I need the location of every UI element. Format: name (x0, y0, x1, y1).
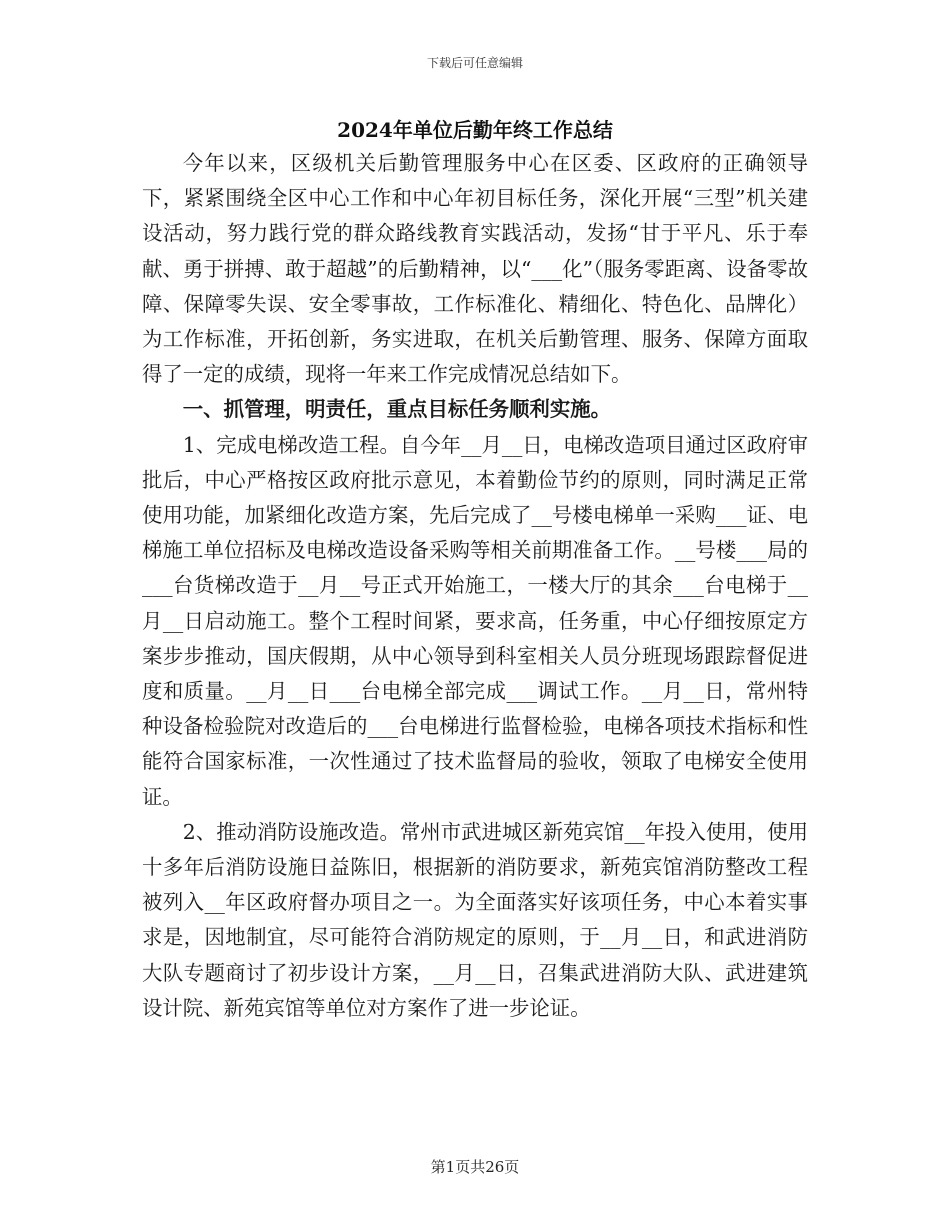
fire-facility-paragraph: 2、推动消防设施改造。常州市武进城区新苑宾馆__年投入使用，使用十多年后消防设施日益陈旧，根据新的消防要求，新苑宾馆消防整改工程被列入__年区政府督办项目之一。为全面落实好该项任务，中心本着实事求是，因地制宜，尽可能符合消防规定的原则，于__月__日，和武进消防大队专题商讨了初步设计方案，__月__日，召集武进消防大队、武进建筑设计院、新苑宾馆等单位对方案作了进一步论证。 (142, 819, 808, 1020)
document-title: 2024年单位后勤年终工作总结 (337, 118, 613, 142)
elevator-paragraph: 1、完成电梯改造工程。自今年__月__日，电梯改造项目通过区政府审批后，中心严格按区政府批示意见，本着勤俭节约的原则，同时满足正常使用功能，加紧细化改造方案，先后完成了__号楼电梯单一采购___证、电梯施工单位招标及电梯改造设备采购等相关前期准备工作。__号楼___局的___台货梯改造于__月__号正式开始施工，一楼大厅的其余___台电梯于__月__日启动施工。整个工程时间紧，要求高，任务重，中心仔细按原定方案步步推动，国庆假期，从中心领导到科室相关人员分班现场跟踪督促进度和质量。__月__日___台电梯全部完成___调试工作。__月__日，常州特种设备检验院对改造后的___台电梯进行监督检验，电梯各项技术指标和性能符合国家标准，一次性通过了技术监督局的验收，领取了电梯安全使用证。 (142, 432, 808, 809)
page-header-note: 下载后可任意编辑 (426, 56, 523, 70)
page-footer: 第1页共26页 (430, 1158, 520, 1176)
intro-paragraph: 今年以来，区级机关后勤管理服务中心在区委、区政府的正确领导下，紧紧围绕全区中心工作和中心年初目标任务，深化开展“三型”机关建设活动，努力践行党的群众路线教育实践活动，发扬“甘于平凡、乐于奉献、勇于拼搏、敢于超越”的后勤精神，以“___化”（服务零距离、设备零故障、保障零失误、安全零事故，工作标准化、精细化、特色化、品牌化）为工作标准，开拓创新，务实进取，在机关后勤管理、服务、保障方面取得了一定的成绩，现将一年来工作完成情况总结如下。 (142, 151, 808, 387)
section-heading-1: 一、抓管理，明责任，重点目标任务顺利实施。 (182, 397, 611, 422)
document-body (142, 146, 808, 1026)
